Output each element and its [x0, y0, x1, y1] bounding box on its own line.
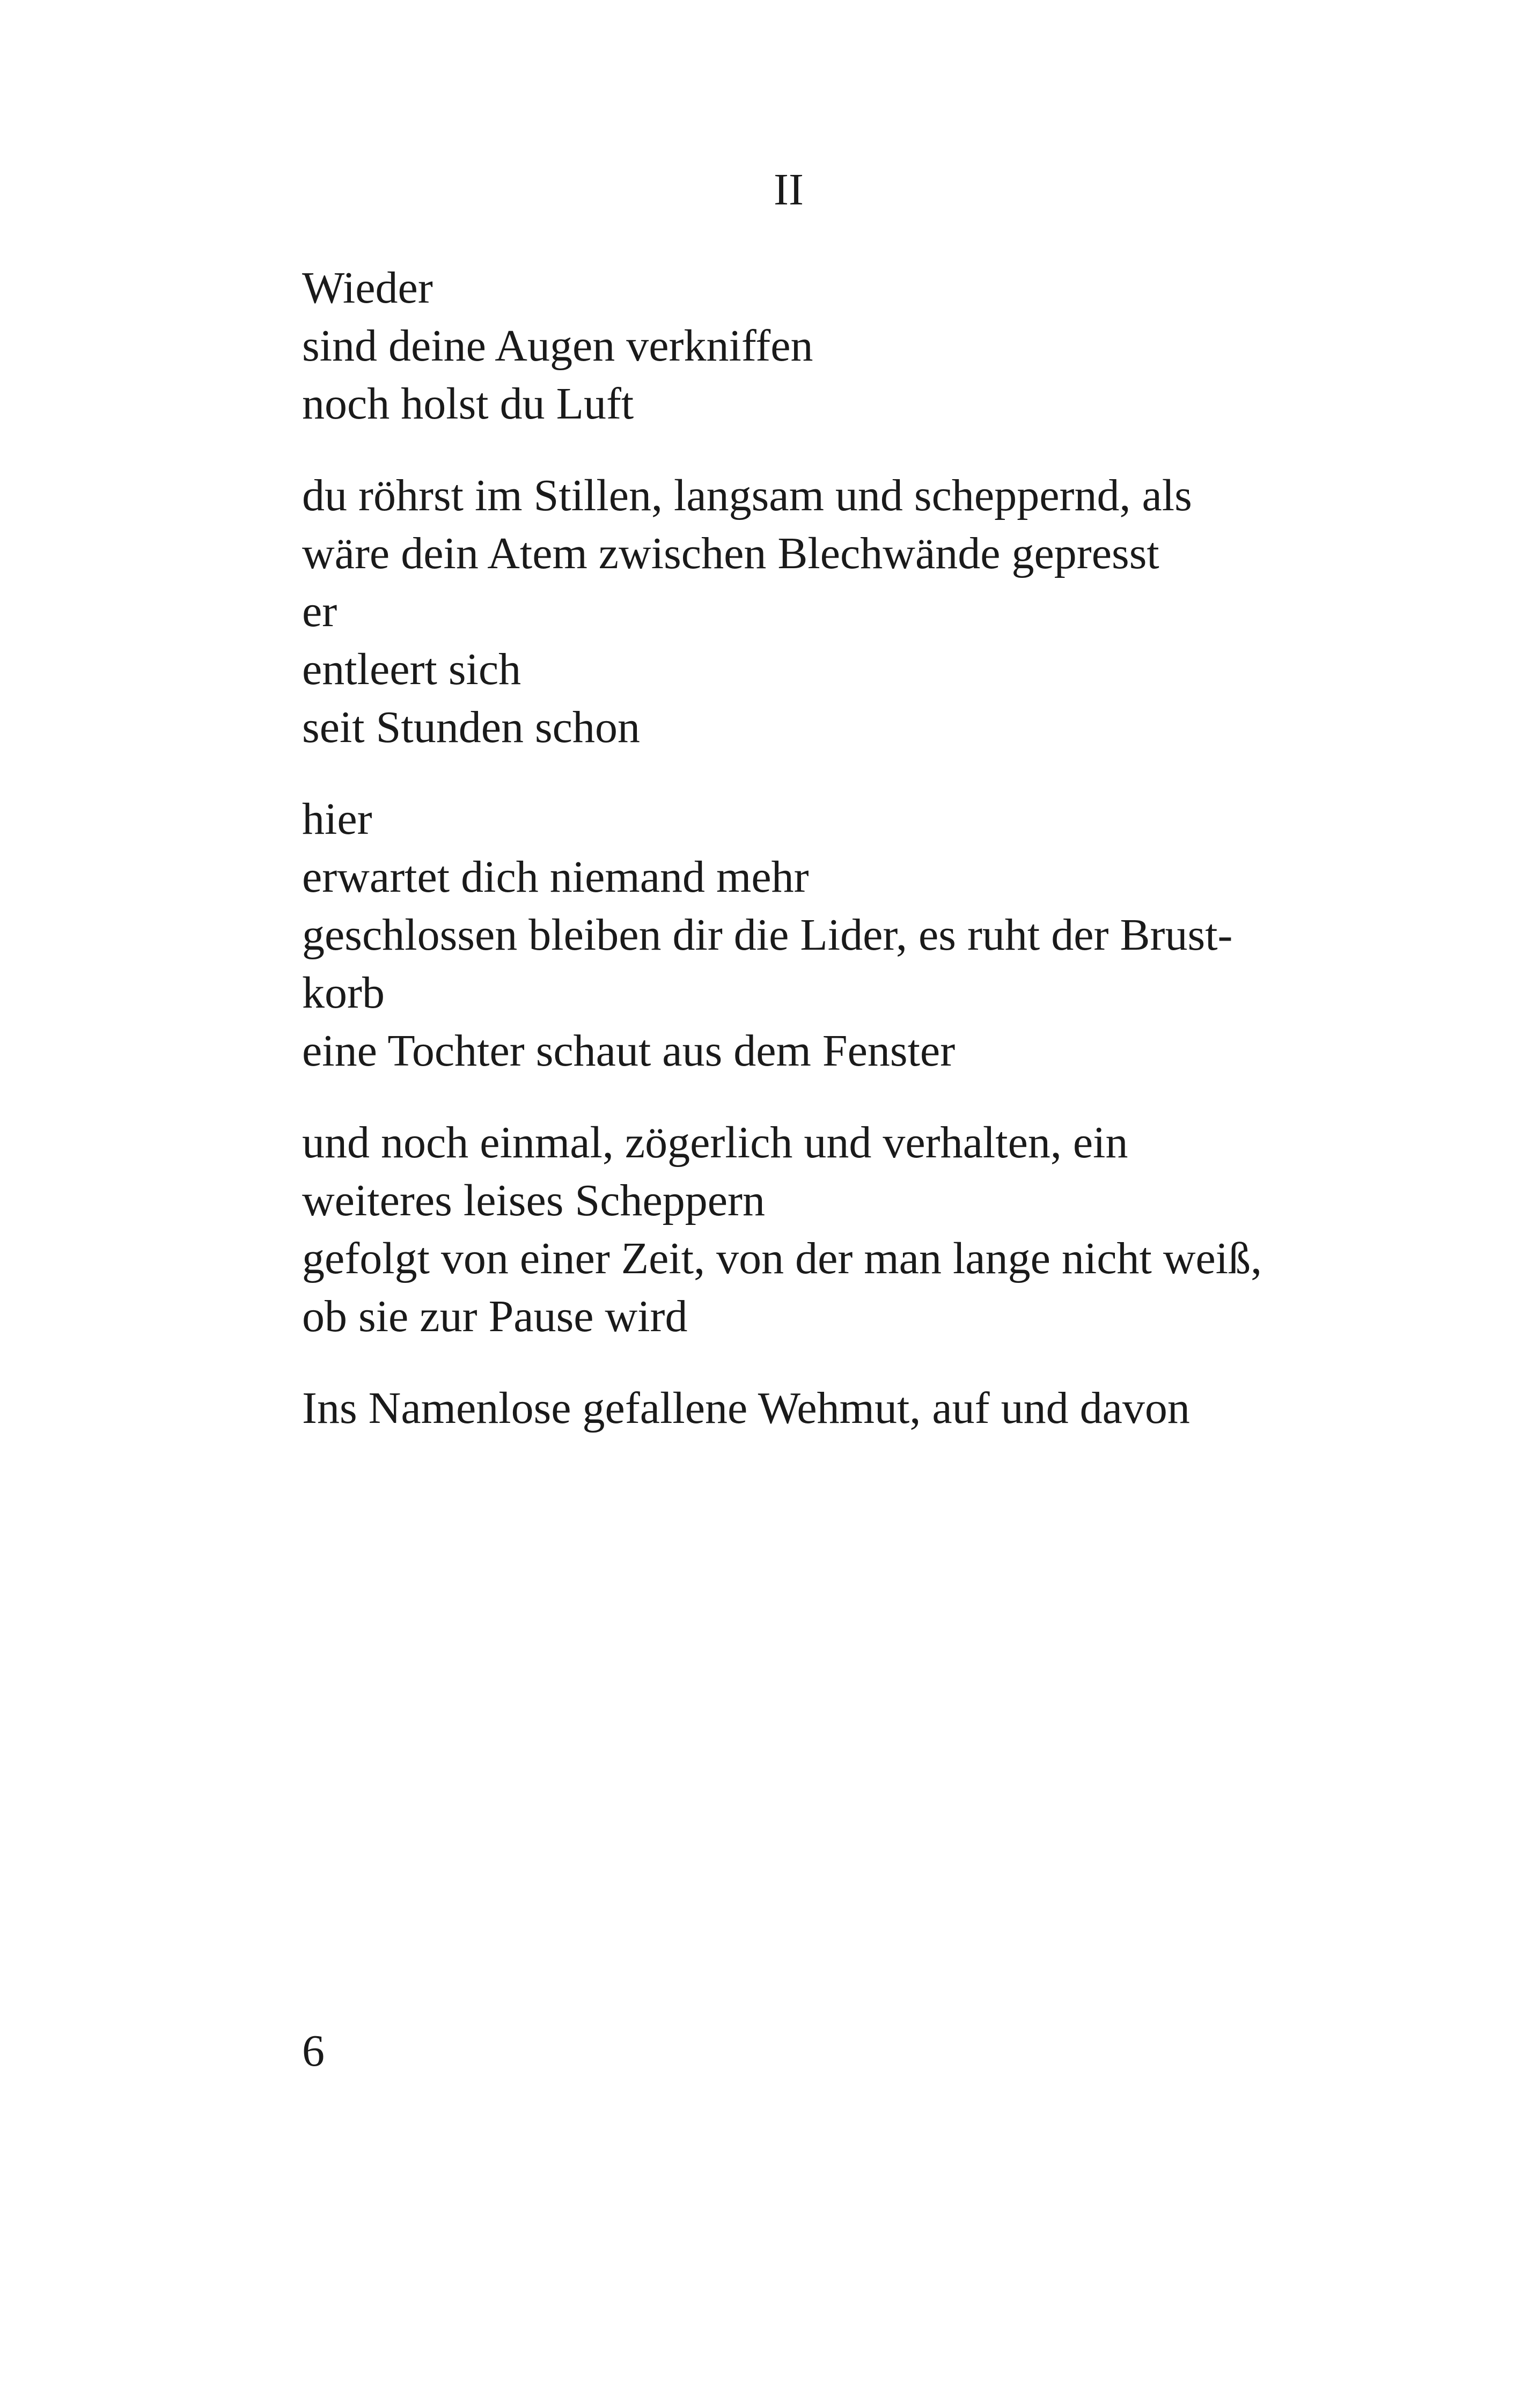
poem-line: noch holst du Luft	[302, 379, 634, 429]
poem-line: und noch einmal, zögerlich und verhalten, ein	[302, 1118, 1128, 1168]
poem-line: Wieder	[302, 263, 433, 313]
stanza-1	[302, 259, 1375, 433]
poem-line: eine Tochter schaut aus dem Fenster	[302, 1026, 956, 1076]
stanza-3	[302, 790, 1375, 1080]
poem-line: hier	[302, 794, 372, 844]
poem-body	[302, 259, 1375, 1471]
poem-line: ob sie zur Pause wird	[302, 1291, 688, 1341]
poem-line: er	[302, 586, 337, 636]
poem-line: geschlossen bleiben dir die Lider, es ruht der Brust-	[302, 910, 1233, 960]
poem-line: weiteres leises Scheppern	[302, 1176, 766, 1225]
poem-line: wäre dein Atem zwischen Blechwände gepresst	[302, 528, 1159, 578]
poem-line: gefolgt von einer Zeit, von der man lange nicht weiß,	[302, 1234, 1262, 1283]
poem-line: Ins Namenlose gefallene Wehmut, auf und davon	[302, 1383, 1190, 1433]
stanza-4	[302, 1114, 1375, 1346]
stanza-2	[302, 467, 1375, 757]
section-heading: II	[774, 165, 804, 215]
poem-line: erwartet dich niemand mehr	[302, 852, 809, 902]
stanza-5	[302, 1379, 1375, 1437]
poem-line: korb	[302, 968, 385, 1018]
poem-line: seit Stunden schon	[302, 702, 640, 752]
poem-line: entleert sich	[302, 644, 521, 694]
poem-line: du röhrst im Stillen, langsam und scheppernd, als	[302, 471, 1192, 520]
poem-line: sind deine Augen verkniffen	[302, 321, 813, 371]
page-number: 6	[302, 2026, 325, 2076]
